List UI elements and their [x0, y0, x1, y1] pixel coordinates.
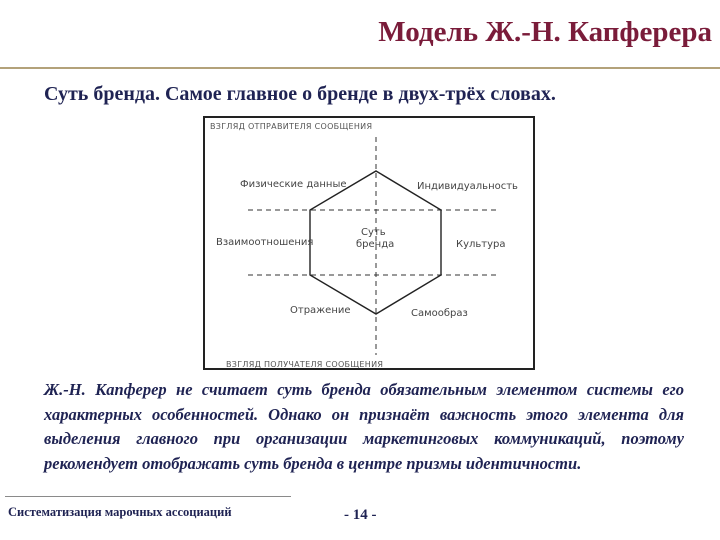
footer-divider — [5, 496, 291, 497]
label-reflection: Отражение — [290, 305, 351, 316]
label-culture: Культура — [456, 239, 506, 250]
slide-subtitle: Суть бренда. Самое главное о бренде в двух-трёх словах. — [44, 83, 556, 105]
label-essence-line2: бренда — [356, 239, 395, 250]
label-individuality: Индивидуальность — [417, 181, 518, 192]
label-physical: Физические данные — [240, 179, 347, 190]
label-self-image: Самообраз — [411, 308, 468, 319]
footer-section-title: Систематизация марочных ассоциаций — [8, 505, 232, 519]
label-essence-line1: Суть — [361, 227, 386, 238]
label-relationship: Взаимоотношения — [216, 237, 314, 248]
slide-title: Модель Ж.-Н. Капферера — [378, 16, 712, 48]
title-divider — [0, 67, 720, 69]
page-number: - 14 - — [344, 507, 377, 523]
receiver-view-caption: ВЗГЛЯД ПОЛУЧАТЕЛЯ СООБЩЕНИЯ — [226, 360, 384, 369]
sender-view-caption: ВЗГЛЯД ОТПРАВИТЕЛЯ СООБЩЕНИЯ — [210, 122, 373, 131]
body-paragraph: Ж.-Н. Капферер не считает суть бренда обязательным элементом системы его характерных особенностей. Однако он признаёт важность этого элемента для выделения главного при организации маркетинговых коммуникаций, поэтому рекомендует отображать суть бренда в центре призмы идентичности. — [44, 380, 684, 473]
identity-prism-figure — [200, 115, 538, 373]
